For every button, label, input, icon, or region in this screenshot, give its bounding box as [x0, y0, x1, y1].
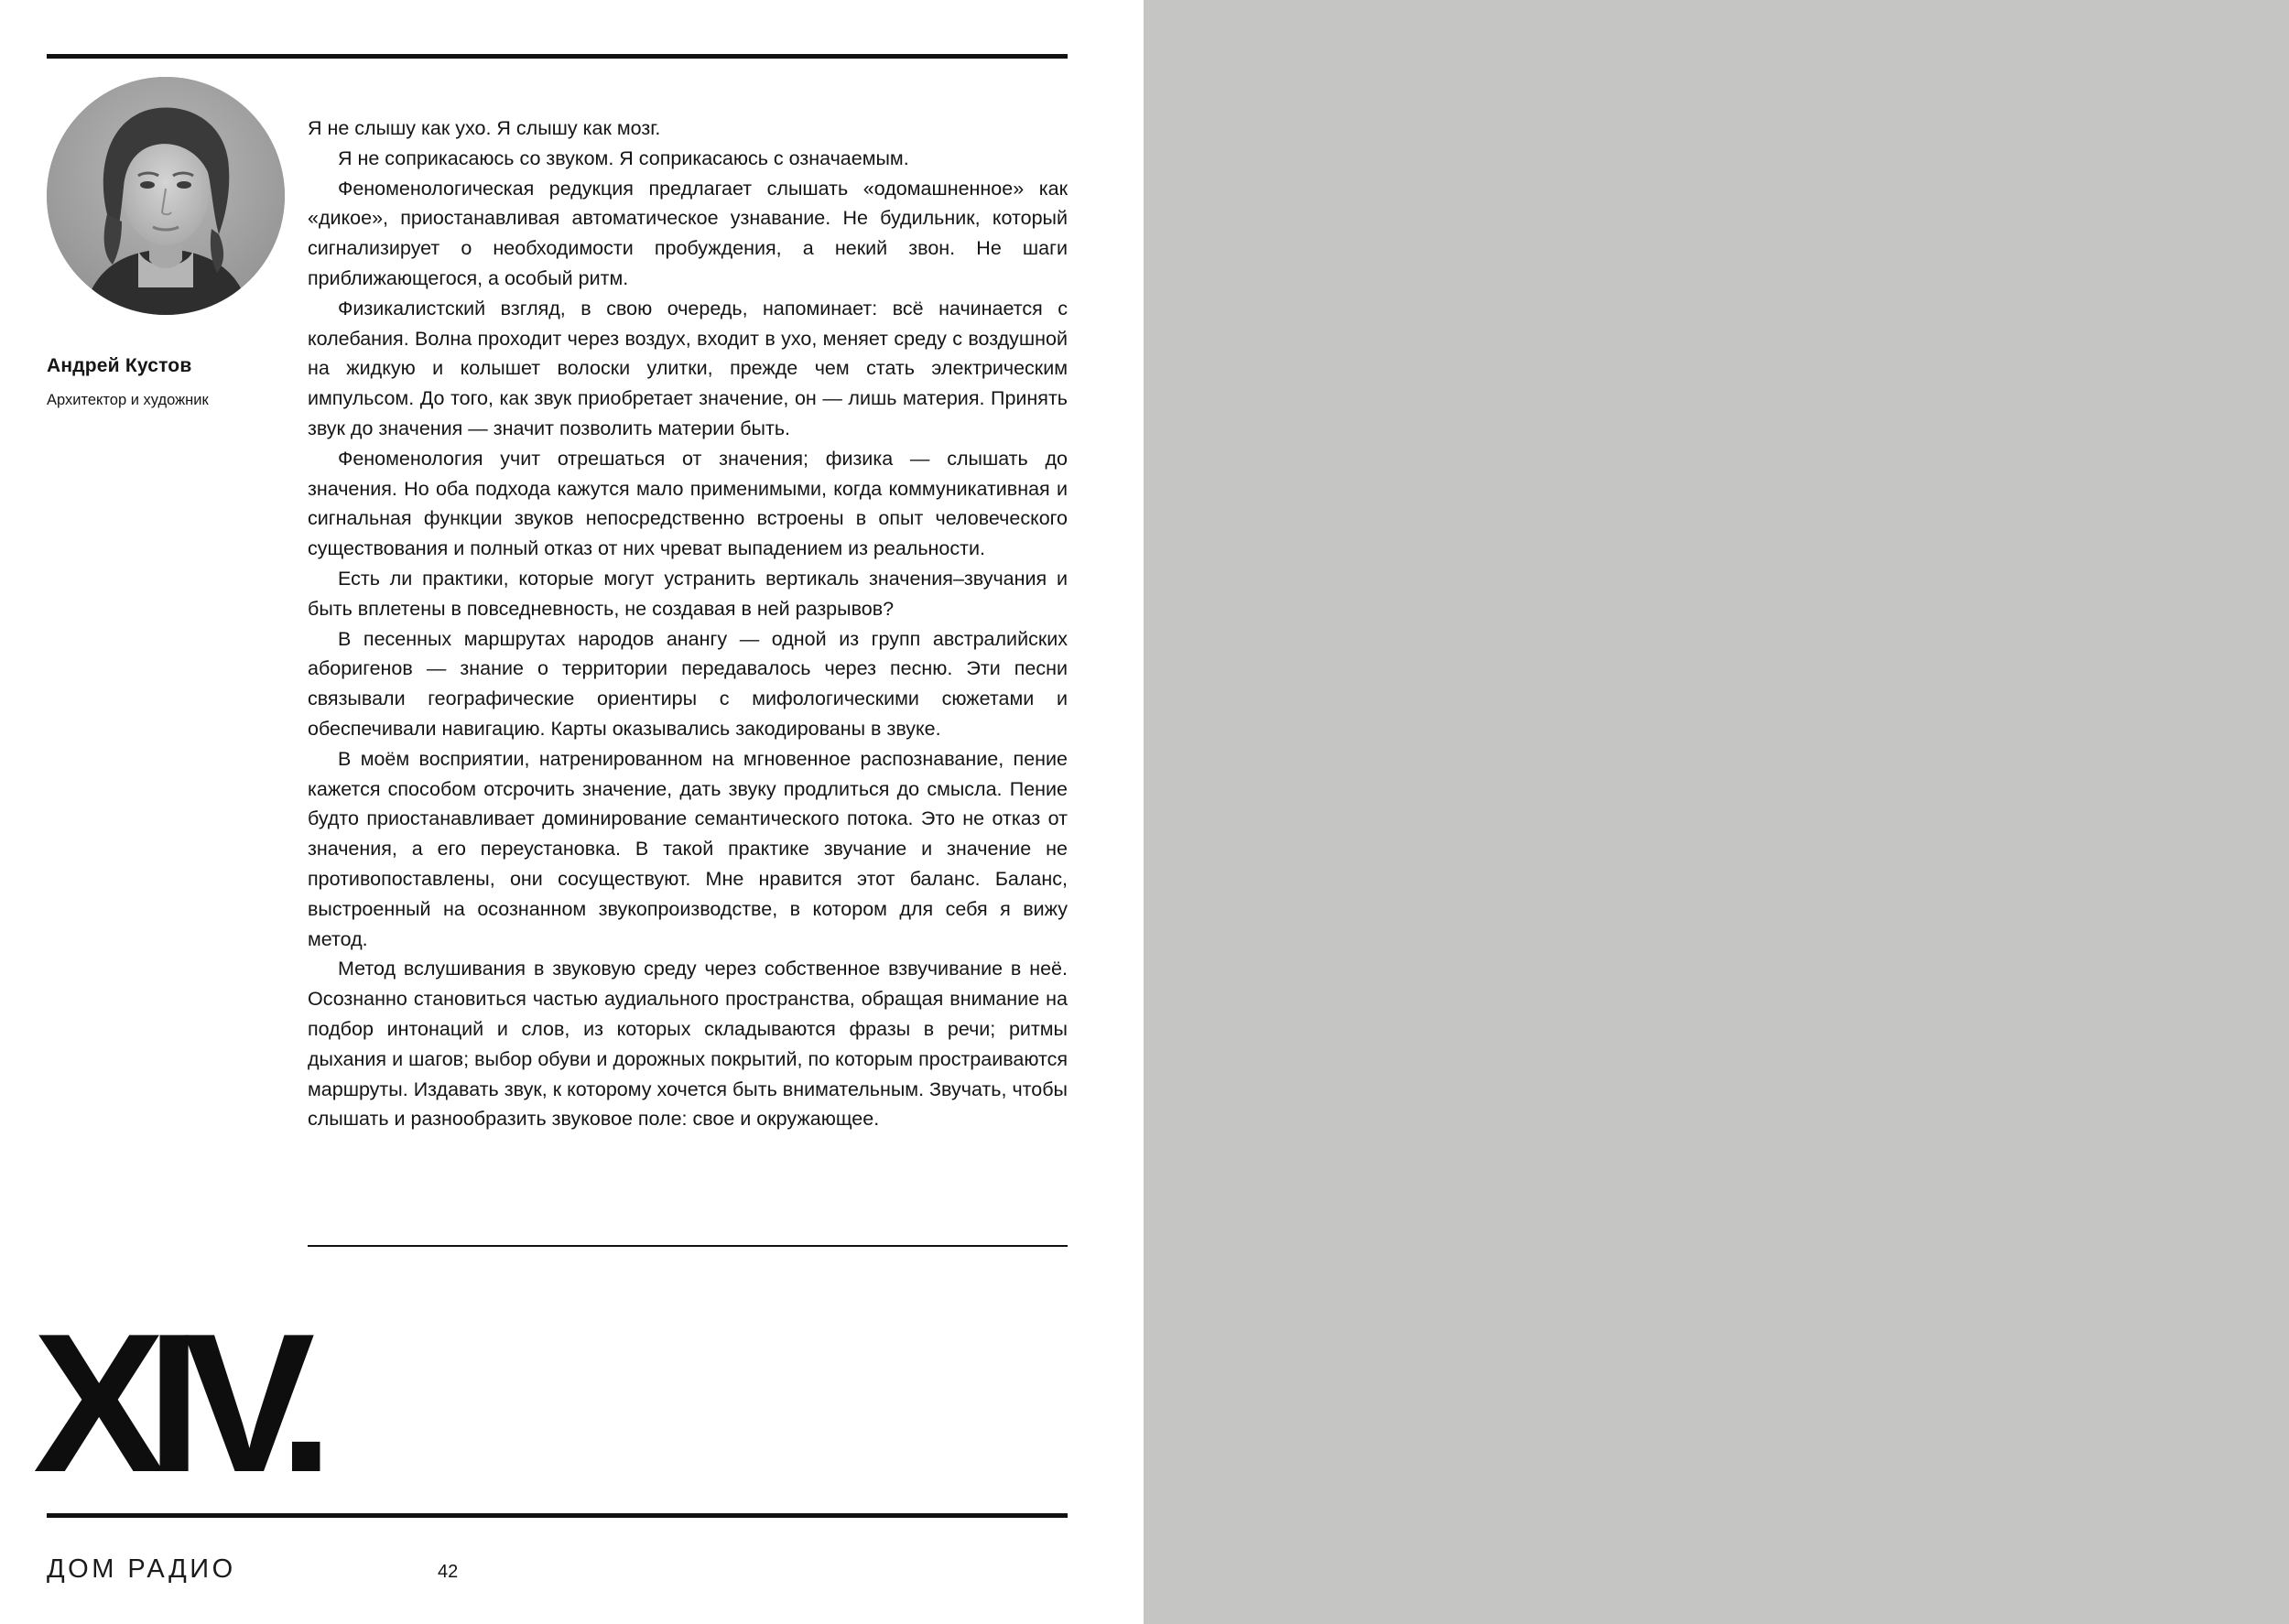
author-name: Андрей Кустов [47, 355, 192, 376]
essay-paragraph: Я не слышу как ухо. Я слышу как мозг. [308, 117, 661, 139]
bottom-rule [47, 1513, 1068, 1518]
publication-logo: ДОМ РАДИО [47, 1554, 236, 1584]
author-photo [47, 77, 285, 315]
chapter-number: XIV. [33, 1292, 316, 1513]
essay-paragraph: В песенных маршрутах народов анангу — одной из групп австралийских аборигенов — знание о территории передавалось через песню. Эти песни связывали географические ориентиры с мифологическими сюжетами и обеспечивали навигацию. Карты оказывались закодированы в звуке. [308, 627, 1068, 740]
essay-paragraph: Я не соприкасаюсь со звуком. Я соприкасаюсь с означаемым. [338, 146, 909, 169]
essay-paragraph: В моём восприятии, натренированном на мгновенное распознавание, пение кажется способом отсрочить значение, дать звуку продлиться до смысла. Пение будто приостанавливает доминирование семантического потока. Это не отказ от значения, а его переустановка. В такой практике звучание и значение не противопоставлены, они сосуществуют. Мне нравится этот баланс. Баланс, выстроенный на осознанном звукопроизводстве, в котором для себя я вижу метод. [308, 747, 1068, 950]
essay-paragraph: Феноменология учит отрешаться от значения; физика — слышать до значения. Но оба подхода кажутся мало применимыми, когда коммуникативная и сигнальная функции звуков непосредственно встроены в опыт человеческого существования и полный отказ от них чреват выпадением из реальности. [308, 447, 1068, 560]
portrait-image [47, 77, 285, 315]
essay-paragraph: Есть ли практики, которые могут устранить вертикаль значения–звучания и быть вплетены в повседневность, не создавая в ней разрывов? [308, 567, 1068, 620]
right-page-blank [1144, 0, 2289, 1624]
top-rule [47, 54, 1068, 59]
left-page [0, 0, 1144, 1624]
page-number: 42 [438, 1562, 459, 1582]
essay-paragraph: Метод вслушивания в звуковую среду через собственное взвучивание в неё. Осознанно становиться частью аудиального пространства, обращая внимание на подбор интонаций и слов, из которых складываются фразы в речи; ритмы дыхания и шагов; выбор обуви и дорожных покрытий, по которым простраиваются маршруты. Издавать звук, к которому хочется быть внимательным. Звучать, чтобы слышать и разнообразить звуковое поле: свое и окружающее. [308, 958, 1068, 1131]
essay-paragraph: Феноменологическая редукция предлагает слышать «одомашненное» как «дикое», приостанавливая автоматическое узнавание. Не будильник, который сигнализирует о необходимости пробуждения, а некий звон. Не шаги приближающегося, а особый ритм. [308, 177, 1068, 289]
author-role: Архитектор и художник [47, 392, 209, 408]
essay-body [308, 114, 1068, 1134]
essay-end-rule [308, 1245, 1068, 1247]
essay-paragraph: Физикалистский взгляд, в свою очередь, напоминает: всё начинается с колебания. Волна проходит через воздух, входит в ухо, меняет среду с воздушной на жидкую и колышет волоски улитки, прежде чем стать электрическим импульсом. До того, как звук приобретает значение, он — лишь материя. Принять звук до значения — значит позволить материи быть. [308, 297, 1068, 439]
